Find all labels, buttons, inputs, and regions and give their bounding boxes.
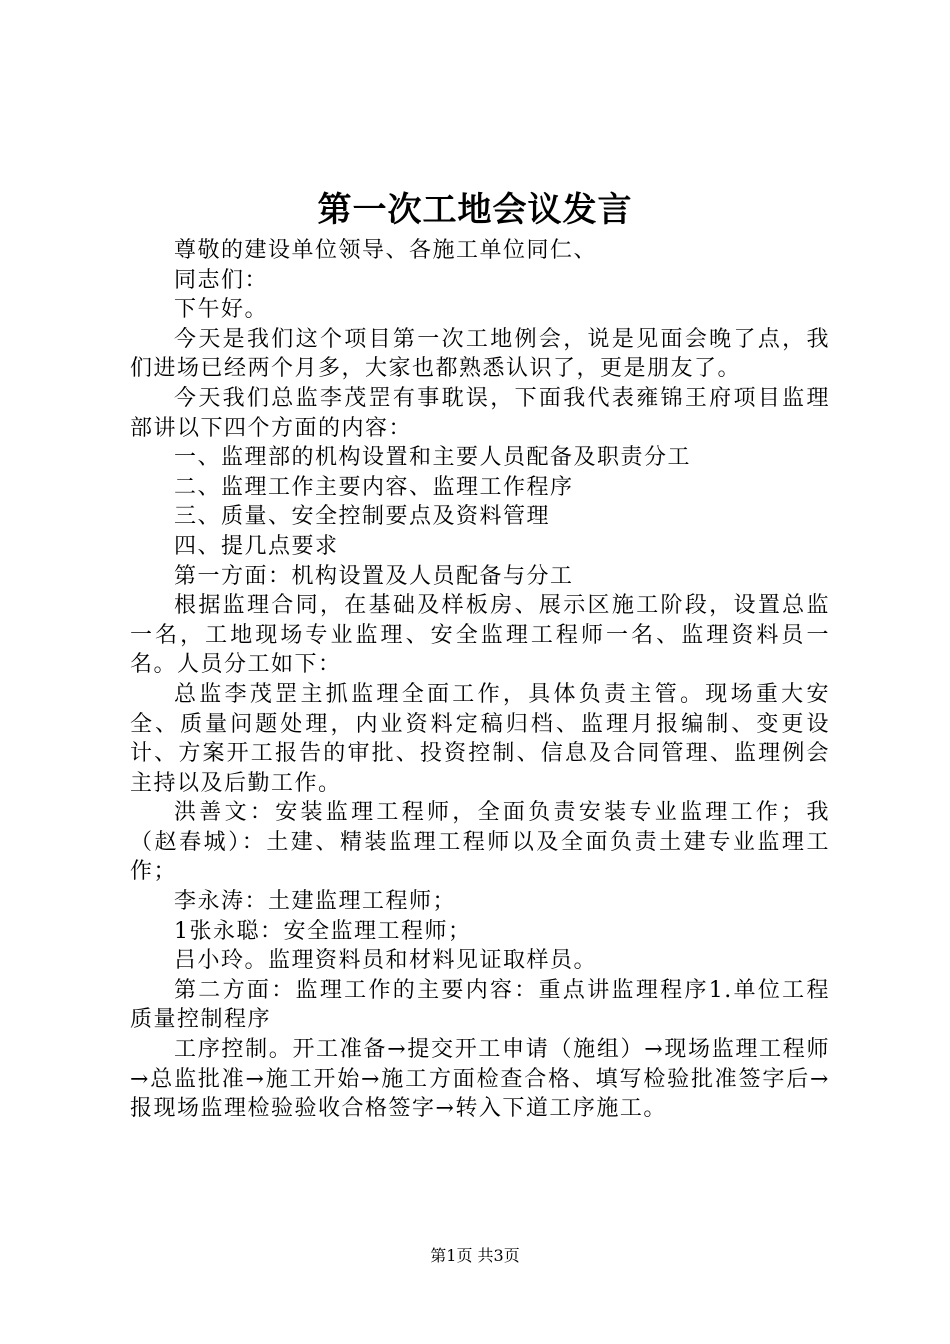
paragraph: 第一方面：机构设置及人员配备与分工 (174, 563, 574, 589)
paragraph: 下午好。 (174, 297, 269, 323)
paragraph: 三、质量、安全控制要点及资料管理 (174, 504, 551, 530)
paragraph: 第二方面：监理工作的主要内容：重点讲监理程序1.单位工程质量控制程序 (130, 977, 830, 1033)
document-body (130, 236, 830, 1124)
paragraph: 工序控制。开工准备→提交开工申请（施组）→现场监理工程师→总监批准→施工开始→施工方面检查合格、填写检验批准签字后→报现场监理检验验收合格签字→转入下道工序施工。 (130, 1037, 830, 1122)
paragraph: 尊敬的建设单位领导、各施工单位同仁、 (174, 238, 598, 263)
paragraph: 李永涛：土建监理工程师； (174, 889, 457, 915)
paragraph: 二、监理工作主要内容、监理工作程序 (174, 474, 574, 500)
paragraph: 根据监理合同，在基础及样板房、展示区施工阶段，设置总监一名，工地现场专业监理、安全监理工程师一名、监理资料员一名。人员分工如下： (130, 593, 830, 678)
paragraph: 今天是我们这个项目第一次工地例会，说是见面会晚了点，我们进场已经两个月多，大家也都熟悉认识了，更是朋友了。 (130, 326, 830, 382)
paragraph: 四、提几点要求 (174, 533, 339, 559)
paragraph: 今天我们总监李茂罡有事耽误，下面我代表雍锦王府项目监理部讲以下四个方面的内容： (130, 385, 830, 441)
page-footer: 第1页 共3页 (430, 1246, 520, 1265)
paragraph: 洪善文：安装监理工程师，全面负责安装专业监理工作；我（赵春城）：土建、精装监理工程师以及全面负责土建专业监理工作； (130, 800, 830, 885)
paragraph: 总监李茂罡主抓监理全面工作，具体负责主管。现场重大安全、质量问题处理，内业资料定稿归档、监理月报编制、变更设计、方案开工报告的审批、投资控制、信息及合同管理、监理例会主持以及后勤工作。 (130, 681, 830, 796)
paragraph: 吕小玲。监理资料员和材料见证取样员。 (174, 948, 598, 974)
document-title: 第一次工地会议发言 (317, 190, 633, 230)
paragraph: 1张永聪：安全监理工程师； (174, 918, 472, 944)
paragraph: 一、监理部的机构设置和主要人员配备及职责分工 (174, 445, 692, 471)
paragraph: 同志们： (174, 267, 269, 293)
